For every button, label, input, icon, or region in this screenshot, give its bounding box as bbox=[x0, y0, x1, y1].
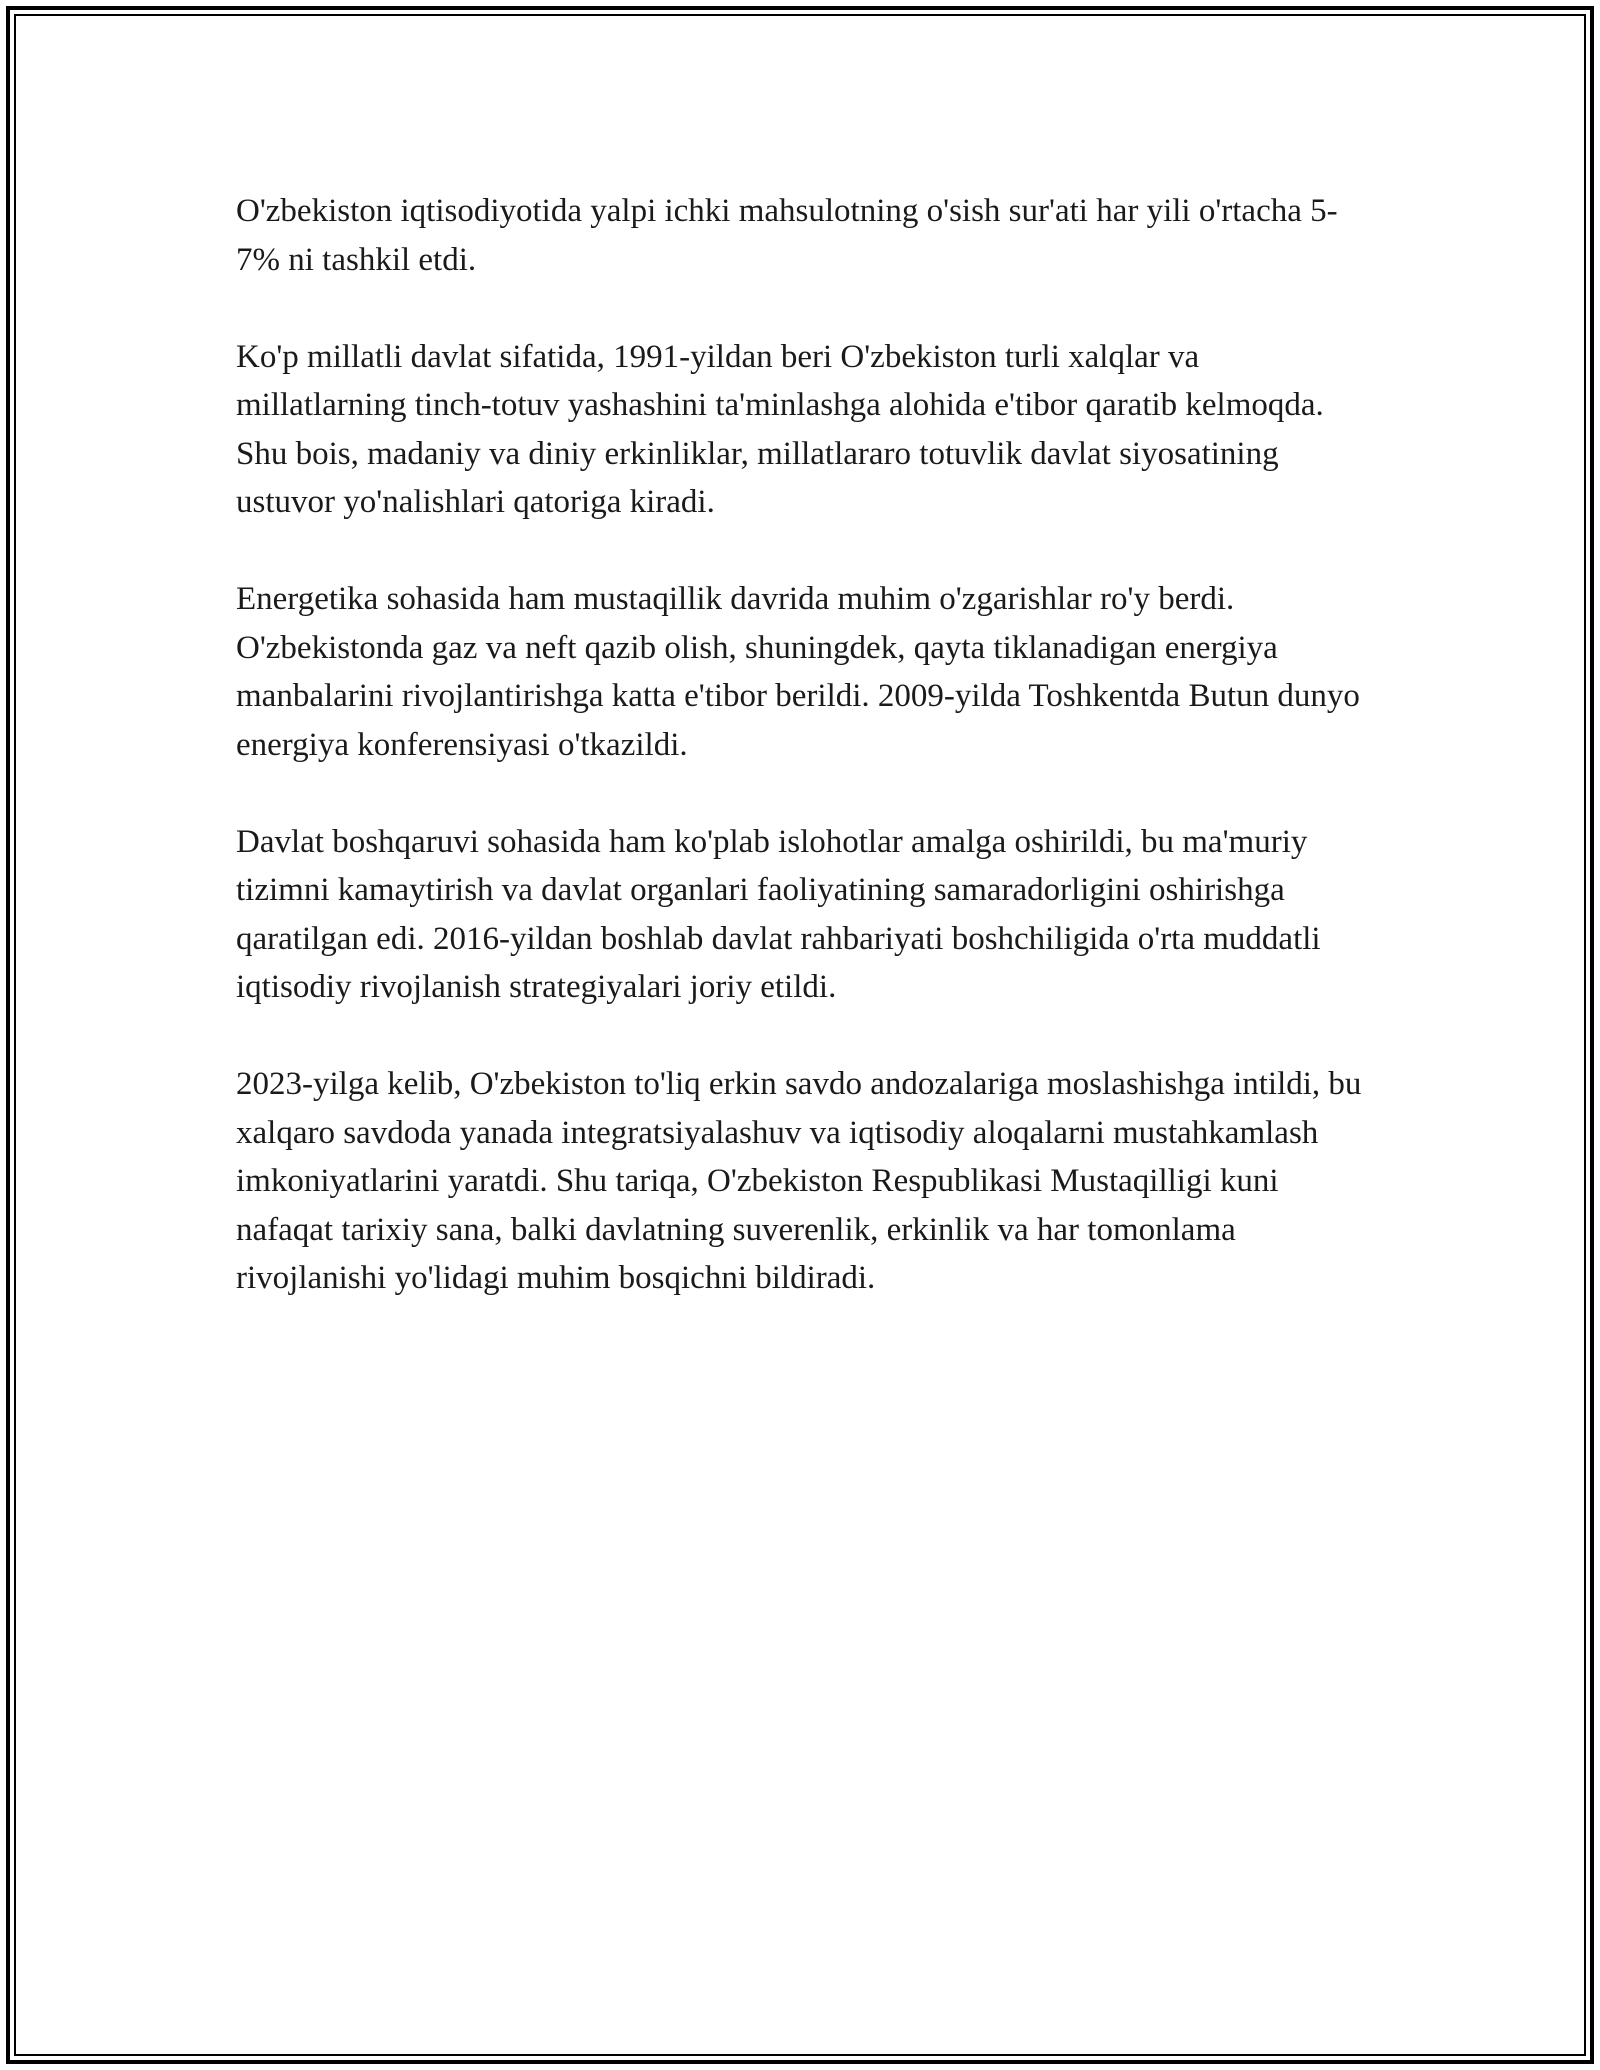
document-body bbox=[236, 187, 1366, 1351]
paragraph-energy-sector: Energetika sohasida ham mustaqillik davrida muhim o'zgarishlar ro'y berdi. O'zbekistonda gaz va neft qazib olish, shuningdek, qayta tiklanadigan energiya manbalarini rivojlantirishga katta e'tibor berildi. 2009-yilda Toshkentda Butun dunyo energiya konferensiyasi o'tkazildi. bbox=[236, 581, 1360, 763]
paragraph-free-trade: 2023-yilga kelib, O'zbekiston to'liq erkin savdo andozalariga moslashishga intildi, bu xalqaro savdoda yanada integratsiyalashuv va iqtisodiy aloqalarni mustahkamlash imkoniyatlarini yaratdi. Shu tariqa, O'zbekiston Respublikasi Mustaqilligi kuni nafaqat tarixiy sana, balki davlatning suverenlik, erkinlik va har tomonlama rivojlanishi yo'lidagi muhim bosqichni bildiradi. bbox=[236, 1066, 1362, 1296]
paragraph-state-governance: Davlat boshqaruvi sohasida ham ko'plab islohotlar amalga oshirildi, bu ma'muriy tizimni kamaytirish va davlat organlari faoliyatining samaradorligini oshirishga qaratilgan edi. 2016-yildan boshlab davlat rahbariyati boshchiligida o'rta muddatli iqtisodiy rivojlanish strategiyalari joriy etildi. bbox=[236, 823, 1321, 1005]
paragraph-multinational-state: Ko'p millatli davlat sifatida, 1991-yildan beri O'zbekiston turli xalqlar va millatlarning tinch-totuv yashashini ta'minlashga alohida e'tibor qaratib kelmoqda. Shu bois, madaniy va diniy erkinliklar, millatlararo totuvlik davlat siyosatining ustuvor yo'nalishlari qatoriga kiradi. bbox=[236, 338, 1324, 520]
paragraph-gdp-growth: O'zbekiston iqtisodiyotida yalpi ichki mahsulotning o'sish sur'ati har yili o'rtacha 5-7% ni tashkil etdi. bbox=[236, 193, 1338, 278]
